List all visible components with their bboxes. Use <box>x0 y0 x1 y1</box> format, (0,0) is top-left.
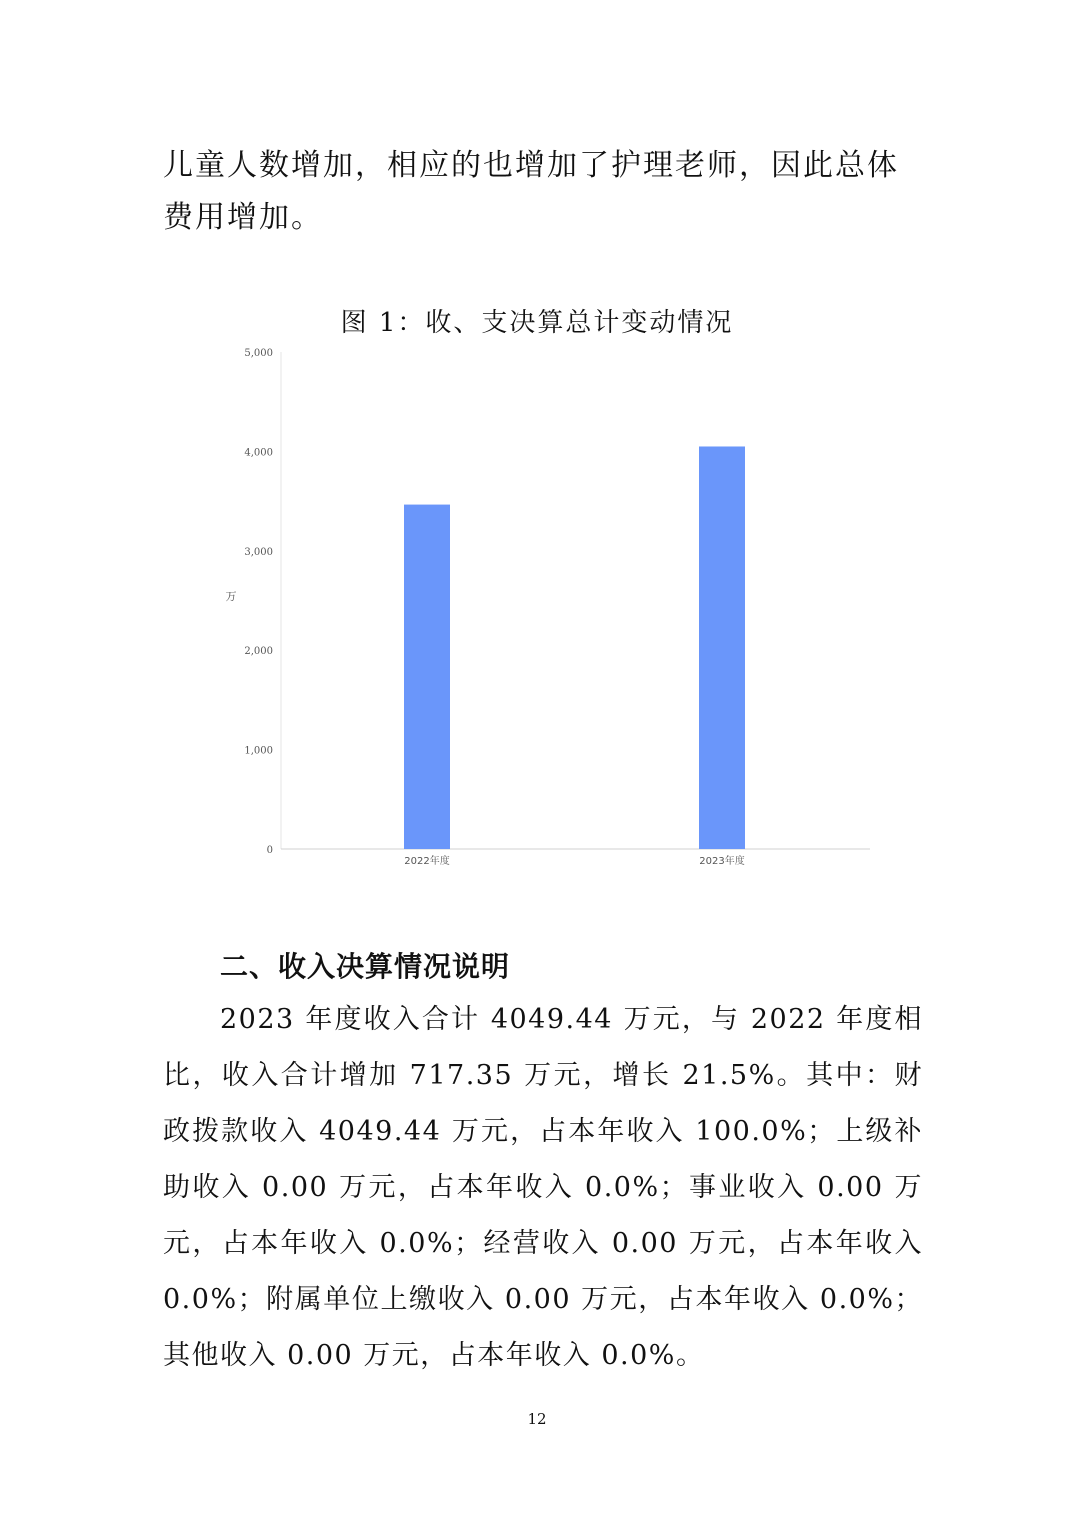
y-tick-label: 1,000 <box>244 745 273 757</box>
y-axis <box>244 348 273 856</box>
y-tick-label: 5,000 <box>244 348 273 359</box>
y-tick-label: 2,000 <box>244 646 273 658</box>
intro-paragraph: 儿童人数增加，相应的也增加了护理老师，因此总体费用增加。 <box>163 148 899 235</box>
x-tick-label: 2023年度 <box>699 856 745 867</box>
bar <box>699 446 745 849</box>
chart-title: 图 1：收、支决算总计变动情况 <box>340 308 734 338</box>
y-tick-label: 0 <box>266 845 273 856</box>
page-number: 12 <box>527 1410 547 1428</box>
section-heading: 二、收入决算情况说明 <box>220 950 511 983</box>
body-paragraph: 2023 年度收入合计 4049.44 万元，与 2022 年度相比，收入合计增加 717.35 万元，增长 21.5%。其中：财政拨款收入 4049.44 万元，占本年收入 100.0%；上级补助收入 0.00 万元，占本年收入 0.0%；事业收入 0.00 万元，占本年收入 0.0%；经营收入 0.00 万元，占本年收入 0.0%；附属单位上缴收入 0.00 万元，占本年收入 0.0%；其他收入 0.00 万元，占本年收入 0.0%。 <box>163 1004 923 1371</box>
y-tick-label: 3,000 <box>244 546 273 558</box>
y-tick-label: 4,000 <box>244 447 273 459</box>
x-axis <box>404 854 744 867</box>
x-tick-label: 2022年度 <box>404 856 450 867</box>
bar <box>404 505 450 849</box>
y-axis-label: 万 <box>225 590 237 603</box>
bars <box>404 446 745 849</box>
